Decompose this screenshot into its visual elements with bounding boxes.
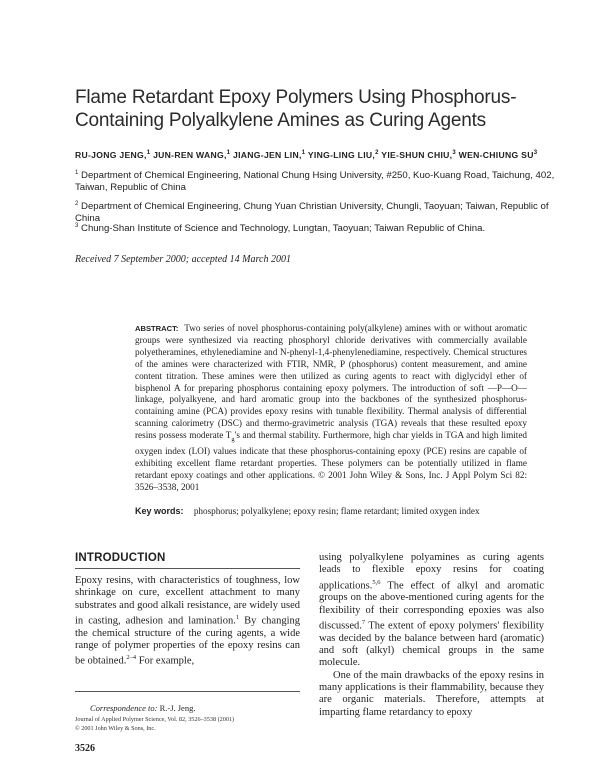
body-right-column: using polyalkylene polyamines as curing agents leads to flexible epoxy resins for coating applications.$^{5,6}$ The effect of alkyl and aromatic groups on the above-mentioned curing agents for the flexibility of their corresponding epoxies was also discussed.$^7$ The extent of epoxy polymers' flexibility was decided by the balance between hard (aromatic) and soft (alkyl) chemical groups in the same molecule. One of the main drawbacks of the epoxy resins in many applications is their flammability, because they are organic materials. Therefore, attempts at imparting flame retardancy to epoxy: [319, 552, 544, 718]
correspondence-footnote: Correspondence to: R.-J. Jeng.: [90, 703, 196, 713]
footnote-rule: [75, 691, 300, 692]
abstract-copyright: © 2001 John Wiley & Sons, Inc. J Appl Polym Sci 82: 3526–3538, 2001: [135, 469, 527, 492]
abstract-text: Two series of novel phosphorus-containing poly(alkylene) amines with or without aromatic groups were synthesized via reacting phosphoryl chloride derivatives with commercially available polyetheramines, ethylenediamine and N-phenyl-1,4-phenylenediamine, respectively. Chemical structures of the amines were characterized with FTIR, NMR, P (phosphorus) content measurement, and amine content titration. These amines were then utilized as curing agents to react with diglycidyl ether of bisphenol A for preparing phosphorus containing epoxy polymers. The introduction of soft —P—O— linkage, polyalkyene, and hard aromatic group into the backbones of the synthesized phosphorus-containing amine (PCA) provides epoxy resins with tunable flexibility. Thermal analysis of differential scanning calorimetry (DSC) and thermo-gravimetric analysis (TGA) reveals that these resulted epoxy resins possess moderate T: [135, 323, 528, 441]
author-6: WEN-CHIUNG $SU^3$: [458, 150, 538, 160]
author-5: YIE-SHUN CHIU,$^3$: [381, 150, 456, 160]
received-dates: Received 7 September 2000; accepted 14 March 2001: [75, 254, 291, 265]
abstract: ABSTRACT: Two series of novel phosphorus-containing poly(alkylene) amines with or without aromatic groups were synthesized via reacting phosphoryl chloride derivatives with commercially available polyetheramines, ethylenediamine and N-phenyl-1,4-phenylenediamine, respectively. Chemical structures of the amines were characterized with FTIR, NMR, P (phosphorus) content measurement, and amine content titration. These amines were then utilized as curing agents to react with diglycidyl ether of bisphenol A for preparing phosphorus containing epoxy polymers. The introduction of soft —P—O— linkage, polyalkyene, and hard aromatic group into the backbones of the synthesized phosphorus-containing amine (PCA) provides epoxy resins with tunable flexibility. Thermal analysis of differential scanning calorimetry (DSC) and thermo-gravimetric analysis (TGA) reveals that these resulted epoxy resins possess moderate $T_g's$ and thermal stability. Furthermore, high char yields in TGA and high limited oxygen index (LOI) values indicate that these phosphorus-containing epoxy (PCE) resins are capable of exhibiting excellent flame retardant properties. These polymers can be potentially utilized in flame retardant epoxy coatings and other applications. © 2001 John Wiley & Sons, Inc. J Appl Polym Sci 82: 3526–3538, 2001: [135, 323, 528, 492]
author-2: JUN-REN WANG,$^1$: [153, 150, 231, 160]
paper-title: [75, 86, 545, 132]
author-3: JIANG-JEN LIN,$^1$: [233, 150, 306, 160]
title-line-2: Containing Polyalkylene Amines as Curing Agents: [75, 110, 486, 131]
journal-info: Journal of Applied Polymer Science, Vol. 82, 3526–3538 (2001) © 2001 John Wiley & Sons, Inc.: [75, 716, 235, 732]
affiliation-2: $^2$ Department of Chemical Engineering, Chung Yuan Christian University, Chungli, Taoyuan; Taiwan, Republic of China: [75, 201, 549, 225]
affiliation-3: $^3$ Chung-Shan Institute of Science and Technology, Lungtan, Taoyuan; Taiwan Republic of China.: [75, 223, 486, 235]
section-heading-introduction: INTRODUCTION: [75, 552, 166, 564]
keywords-text: phosphorus; polyalkylene; epoxy resin; flame retardant; limited oxygen index: [193, 506, 480, 516]
author-list: [75, 150, 555, 160]
author-4: YING-LING LIU,$^2$: [307, 150, 379, 160]
abstract-label: ABSTRACT:: [135, 324, 179, 333]
keywords-label: Key words:: [135, 506, 184, 516]
affiliation-1: $^1$ Department of Chemical Engineering, National Chung Hsing University, #250, Kuo-Kuang Road, Taichung, 402, Taiwan, Republic of China: [75, 170, 555, 194]
title-line-1: Flame Retardant Epoxy Polymers Using Phosphorus-: [75, 87, 517, 108]
author-1: RU-JONG JENG,$^1$: [75, 150, 151, 160]
page-number: 3526: [75, 743, 95, 754]
keywords: [135, 506, 527, 518]
heading-rule: [75, 568, 300, 569]
body-paragraph: One of the main drawbacks of the epoxy resins in many applications is their flammability, because they are organic materials. Therefore, attempts at imparting flame retardancy to epoxy: [319, 669, 544, 718]
body-left-column: Epoxy resins, with characteristics of toughness, low shrinkage on cure, excellent attachment to many substrates and good alkali resistance, are widely used in casting, adhesion and lamination.$^1$ By changing the chemical structure of the curing agents, a wide range of polymer properties of the epoxy resins can be obtained.$^{2-4}$ For example,: [75, 575, 300, 667]
